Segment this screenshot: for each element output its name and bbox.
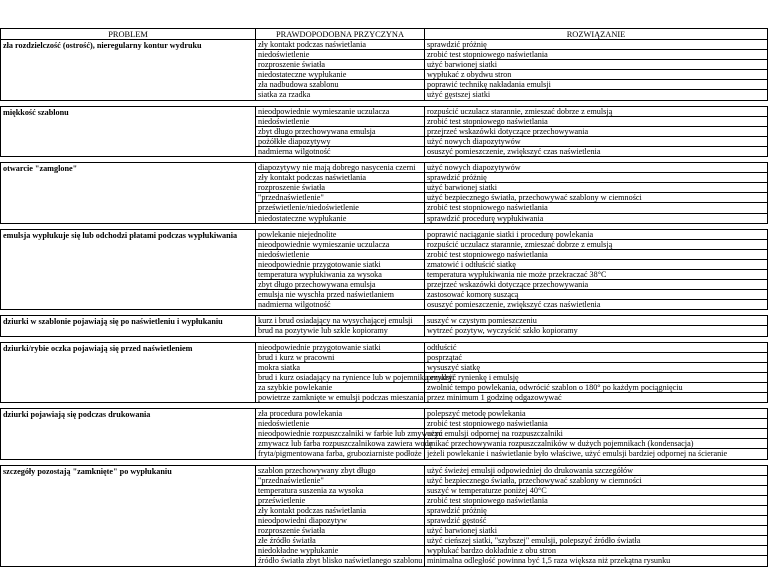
cause-item: za szybkie powlekanie — [256, 383, 424, 393]
cause-item: mokra siatka — [256, 363, 424, 373]
solution-item: użyć barwionej siatki — [425, 183, 767, 193]
solution-list-cell — [425, 316, 768, 336]
solution-item: zrobić test stopniowego naświetlania — [425, 117, 767, 127]
problem-cell: dziurki w szablonie pojawiają się po naświetleniu i wypłukaniu — [1, 316, 256, 336]
table-row — [1, 316, 768, 336]
solution-item: polepszyć metodę powlekania — [425, 409, 767, 419]
problem-cell: zła rozdzielczość (ostrość), nieregularny kontur wydruku — [1, 40, 256, 101]
solution-item: suszyć w czystym pomieszczeniu — [425, 316, 767, 326]
solution-item: wytrzeć pozytyw, wyczyścić szkło kopioramy — [427, 326, 578, 336]
header-row — [1, 29, 768, 40]
solution-list-cell — [425, 465, 768, 566]
cause-item: temperatura suszenia za wysoka — [256, 486, 424, 496]
cause-item: brud i kurz w pracowni — [256, 353, 424, 363]
solution-item: sprawdzić gęstość — [425, 516, 767, 526]
cause-item: zły kontakt podczas naświetlania — [256, 506, 424, 516]
cause-item: nieodpowiednie wymieszanie uczulacza — [256, 107, 424, 117]
solution-list-cell — [425, 229, 768, 310]
solution-item: wysuszyć siatkę — [425, 363, 767, 373]
table-body — [1, 40, 768, 567]
cause-item: nieodpowiednie przygotowanie siatki — [256, 260, 424, 270]
solution-item: sprawdzić próżnię — [425, 40, 767, 50]
cause-item: niedokładne wypłukanie — [256, 546, 424, 556]
cause-item: zła nadbudowa szablonu — [256, 80, 424, 90]
cause-list-cell — [256, 40, 425, 101]
cause-item: niedoświetlenie — [256, 50, 424, 60]
cause-item: diapozytywy nie mają dobrego nasycenia czerni — [256, 163, 424, 173]
cause-item: siatka za rzadka — [258, 90, 311, 100]
problem-cell: emulsja wypłukuje się lub odchodzi płatami podczas wypłukiwania — [1, 229, 256, 310]
solution-list-cell — [425, 409, 768, 459]
solution-item: przez minimum 1 godzinę odgazowywać — [427, 393, 562, 402]
cause-item: nieodpowiedni diapozytyw — [256, 516, 424, 526]
solution-item: posprzątać — [425, 353, 767, 363]
cause-item: powlekanie niejednolite — [256, 230, 424, 240]
cause-item: fryta/pigmentowana farba, gruboziarniste podłoże — [258, 449, 422, 459]
cause-item: emulsja nie wyschła przed naświetlaniem — [256, 290, 424, 300]
cause-item: rozproszenie światła — [256, 183, 424, 193]
cause-item: "przednaświetlenie" — [256, 476, 424, 486]
solution-item: zrobić test stopniowego naświetlania — [425, 250, 767, 260]
cause-item: nieodpowiednie przygotowanie siatki — [256, 343, 424, 353]
cause-item: zbyt długo przechowywana emulsja — [256, 280, 424, 290]
solution-item: osuszyć pomieszczenie, zwiększyć czas naświetlenia — [427, 146, 601, 156]
cause-item: zła procedura powlekania — [256, 409, 424, 419]
cause-item: niedoświetlenie — [256, 250, 424, 260]
cause-item: kurz i brud osiadający na wysychającej emulsji — [256, 316, 424, 326]
solution-item: sprawdzić próżnię — [425, 506, 767, 516]
solution-item: rozpuścić uczulacz starannie, zmieszać dobrze z emulsją — [425, 107, 767, 117]
cause-item: rozproszenie światła — [256, 60, 424, 70]
cause-item: źródło światła zbyt blisko naświetlanego szablonu — [258, 556, 423, 566]
solution-item: użyć bezpiecznego światła, przechowywać szablony w ciemności — [425, 476, 767, 486]
cause-item: zbyt długo przechowywana emulsja — [256, 127, 424, 137]
solution-item: osuszyć pomieszczenie, zwiększyć czas naświetlenia — [427, 300, 601, 310]
solution-item: użyć barwionej siatki — [425, 60, 767, 70]
solution-item: przykryć rynienkę i emulsję — [425, 373, 767, 383]
cause-list-cell — [256, 229, 425, 310]
solution-item: użyć emulsji odpornej na rozpuszczalniki — [425, 429, 767, 439]
cause-item: nadmierna wilgotność — [258, 146, 331, 156]
solution-item: użyć barwionej siatki — [425, 526, 767, 536]
cause-list-cell — [256, 409, 443, 459]
solution-item: minimalna odległość powinna być 1,5 raza większa niż przekątna rysunku — [427, 556, 671, 566]
table-row — [1, 229, 768, 310]
solution-item: jeżeli powlekanie i naświetlanie było właściwe, użyć emulsji bardziej odpornej na ścieranie — [427, 449, 728, 459]
cause-item: brud na pozytywie lub szkle kopioramy — [258, 326, 388, 336]
cause-item: "przednaświetlenie" — [256, 193, 424, 203]
cause-item: niedostateczne wypłukanie — [258, 213, 347, 223]
cause-item: złe źródło światła — [256, 536, 424, 546]
solution-item: zwolnić tempo powlekania, odwrócić szablon o 180° po każdym pociągnięciu — [425, 383, 767, 393]
solution-list-cell — [425, 342, 768, 403]
solution-item: sprawdzić próżnię — [425, 173, 767, 183]
solution-item: wypłukać z obydwu stron — [425, 70, 767, 80]
cause-item: nadmierna wilgotność — [258, 300, 331, 310]
solution-item: użyć nowych diapozytywów — [425, 137, 767, 147]
cause-list-cell — [256, 106, 425, 156]
solution-item: suszyć w temperaturze poniżej 40°C — [425, 486, 767, 496]
problem-cell: otwarcie "zamglone" — [1, 163, 256, 224]
solution-item: zastosować komorę suszącą — [425, 290, 767, 300]
troubleshooting-table — [0, 28, 768, 567]
cause-item: temperatura wypłukiwania za wysoka — [256, 270, 424, 280]
solution-list-cell — [425, 106, 768, 156]
solution-item: przejrzeć wskazówki dotyczące przechowywania — [425, 280, 767, 290]
cause-item: prześwietlenie — [256, 496, 424, 506]
table-row — [1, 342, 768, 403]
cause-item: zły kontakt podczas naświetlania — [256, 40, 424, 50]
solution-list-cell — [425, 40, 768, 101]
solution-item: zrobić test stopniowego naświetlania — [425, 496, 767, 506]
solution-item: użyć gęstszej siatki — [427, 90, 491, 100]
solution-item: poprawić naciąganie siatki i procedurę powlekania — [425, 230, 767, 240]
solution-item: temperatura wypłukiwania nie może przekraczać 38°C — [425, 270, 767, 280]
problem-cell: dziurki/rybie oczka pojawiają się przed naświetleniem — [1, 342, 256, 403]
cause-item: zły kontakt podczas naświetlania — [256, 173, 424, 183]
cause-item: brud i kurz osiadający na rynience lub w pojemniku emulsji — [258, 372, 455, 382]
solution-list-cell — [425, 163, 768, 224]
cause-list-cell — [256, 163, 425, 224]
cause-item: niedostateczne wypłukanie — [256, 70, 424, 80]
cause-item: niedoświetlenie — [256, 419, 424, 429]
solution-item: zmatowić i odtłuścić siatkę — [425, 260, 767, 270]
solution-item: zrobić test stopniowego naświetlania — [425, 50, 767, 60]
solution-item: wypłukać bardzo dokładnie z obu stron — [425, 546, 767, 556]
table-row — [1, 163, 768, 224]
cause-item: powietrze zamknięte w emulsji podczas mieszania — [258, 393, 424, 402]
header-cause: PRAWDOPODOBNA PRZYCZYNA — [256, 29, 425, 40]
cause-item: szablon przechowywany zbyt długo — [256, 466, 424, 476]
cause-list-cell — [256, 316, 425, 336]
cause-item: zmywacz lub farba rozpuszczalnikowa zawiera wodę — [258, 439, 433, 449]
problem-cell: dziurki pojawiają się podczas drukowania — [1, 409, 256, 459]
cause-item: nieodpowiednie wymieszanie uczulacza — [256, 240, 424, 250]
solution-item: zrobić test stopniowego naświetlania — [425, 203, 767, 213]
solution-item: unikać przechowywania rozpuszczalników w dużych pojemnikach (kondensacja) — [425, 439, 767, 449]
table-row — [1, 106, 768, 156]
solution-item: rozpuścić uczulacz starannie, zmieszać dobrze z emulsją — [425, 240, 767, 250]
problem-cell: miękkość szablonu — [1, 106, 256, 156]
solution-item: poprawić technikę nakładania emulsji — [425, 80, 767, 90]
solution-item: zrobić test stopniowego naświetlania — [425, 419, 767, 429]
cause-item: nieodpowiednie rozpuszczalniki w farbie lub zmywaczu — [258, 429, 443, 439]
solution-item: użyć bezpiecznego światła, przechowywać szablony w ciemności — [425, 193, 767, 203]
table-row — [1, 465, 768, 566]
solution-item: przejrzeć wskazówki dotyczące przechowywania — [425, 127, 767, 137]
cause-item: rozproszenie światła — [256, 526, 424, 536]
cause-item: pożółkłe diapozytywy — [256, 137, 424, 147]
table-row — [1, 409, 768, 459]
cause-list-cell — [256, 465, 425, 566]
problem-cell: szczegóły pozostają "zamknięte" po wypłukaniu — [1, 465, 256, 566]
solution-item: sprawdzić procedurę wypłukiwania — [427, 213, 544, 223]
solution-item: odtłuścić — [425, 343, 767, 353]
cause-item: prześwietlenie/niedoświetlenie — [256, 203, 424, 213]
solution-item: użyć świeżej emulsji odpowiedniej do drukowania szczegółów — [425, 466, 767, 476]
cause-item: niedoświetlenie — [256, 117, 424, 127]
header-solution: ROZWIĄZANIE — [425, 29, 768, 40]
solution-item: użyć cieńszej siatki, "szybszej" emulsji, polepszyć źródło światła — [425, 536, 767, 546]
table-row — [1, 40, 768, 101]
header-problem: PROBLEM — [1, 29, 256, 40]
solution-item: użyć nowych diapozytywów — [425, 163, 767, 173]
